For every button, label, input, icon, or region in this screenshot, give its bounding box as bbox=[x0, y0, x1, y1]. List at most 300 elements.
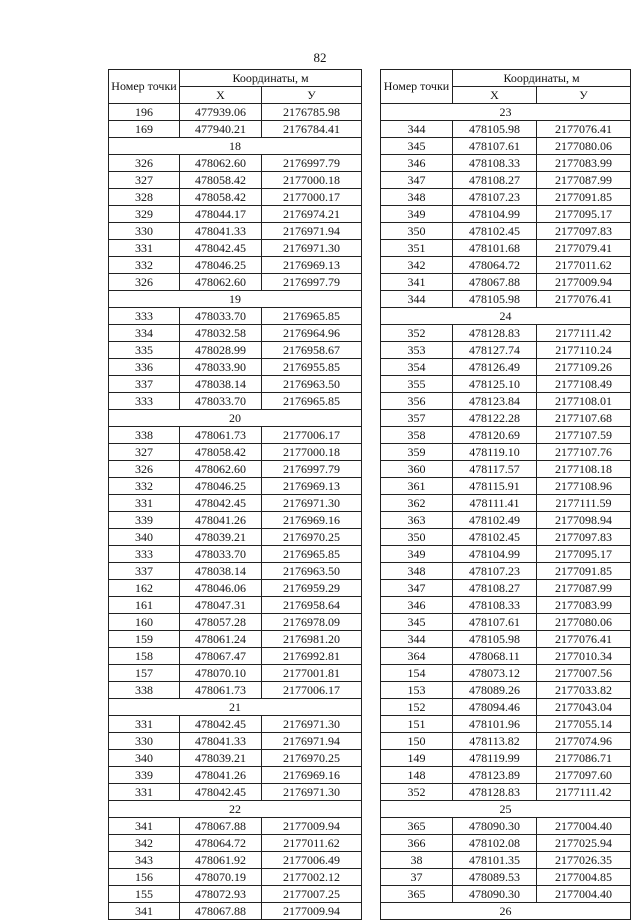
x-coordinate-cell: 478058.42 bbox=[180, 444, 262, 461]
coordinate-row bbox=[381, 733, 631, 750]
point-number-cell: 327 bbox=[109, 172, 180, 189]
point-number-cell: 157 bbox=[109, 665, 180, 682]
y-coordinate-cell: 2177108.96 bbox=[537, 478, 631, 495]
y-coordinate-cell: 2177108.18 bbox=[537, 461, 631, 478]
x-coordinate-cell: 478115.91 bbox=[453, 478, 537, 495]
x-coordinate-cell: 478064.72 bbox=[453, 257, 537, 274]
point-number-cell: 343 bbox=[109, 852, 180, 869]
y-coordinate-cell: 2177087.99 bbox=[537, 172, 631, 189]
x-coordinate-cell: 478033.70 bbox=[180, 546, 262, 563]
coordinate-row bbox=[381, 767, 631, 784]
x-coordinate-cell: 478105.98 bbox=[453, 631, 537, 648]
point-number-cell: 341 bbox=[109, 818, 180, 835]
y-coordinate-cell: 2177006.17 bbox=[262, 427, 362, 444]
x-coordinate-cell: 478042.45 bbox=[180, 495, 262, 512]
coordinate-row bbox=[381, 784, 631, 801]
point-number-cell: 348 bbox=[381, 189, 453, 206]
x-coordinate-cell: 478058.42 bbox=[180, 172, 262, 189]
polygon-group-row bbox=[381, 308, 631, 325]
coordinate-row bbox=[381, 886, 631, 903]
x-coordinate-cell: 478102.45 bbox=[453, 529, 537, 546]
y-coordinate-cell: 2177004.40 bbox=[537, 818, 631, 835]
coordinate-row bbox=[381, 325, 631, 342]
coordinate-row bbox=[109, 359, 362, 376]
x-coordinate-cell: 478042.45 bbox=[180, 240, 262, 257]
y-coordinate-cell: 2176971.94 bbox=[262, 733, 362, 750]
coordinate-row bbox=[109, 733, 362, 750]
polygon-group-row bbox=[381, 903, 631, 920]
coordinate-row bbox=[109, 852, 362, 869]
point-number-cell: 353 bbox=[381, 342, 453, 359]
x-coordinate-cell: 478070.10 bbox=[180, 665, 262, 682]
coordinate-row bbox=[109, 325, 362, 342]
coordinate-row bbox=[109, 274, 362, 291]
coordinate-row bbox=[381, 155, 631, 172]
x-coordinate-cell: 478041.26 bbox=[180, 512, 262, 529]
coordinate-row bbox=[381, 189, 631, 206]
point-number-header: Номер точки bbox=[381, 70, 453, 104]
coordinate-row bbox=[109, 767, 362, 784]
y-coordinate-cell: 2177111.42 bbox=[537, 325, 631, 342]
coordinate-row bbox=[381, 512, 631, 529]
x-coordinate-cell: 478108.27 bbox=[453, 580, 537, 597]
x-coordinate-cell: 478046.25 bbox=[180, 257, 262, 274]
y-coordinate-cell: 2177109.26 bbox=[537, 359, 631, 376]
x-coordinate-cell: 478044.17 bbox=[180, 206, 262, 223]
x-coordinate-cell: 478072.93 bbox=[180, 886, 262, 903]
y-coordinate-cell: 2176965.85 bbox=[262, 308, 362, 325]
x-coordinate-cell: 477939.06 bbox=[180, 104, 262, 121]
coordinate-row bbox=[109, 529, 362, 546]
coordinate-row bbox=[381, 376, 631, 393]
coordinate-row bbox=[109, 886, 362, 903]
coordinate-row bbox=[109, 665, 362, 682]
point-number-cell: 337 bbox=[109, 563, 180, 580]
y-coordinate-cell: 2177083.99 bbox=[537, 597, 631, 614]
x-coordinate-cell: 478057.28 bbox=[180, 614, 262, 631]
polygon-number: 23 bbox=[381, 104, 631, 121]
point-number-cell: 360 bbox=[381, 461, 453, 478]
point-number-cell: 153 bbox=[381, 682, 453, 699]
point-number-cell: 326 bbox=[109, 274, 180, 291]
y-coordinate-cell: 2177001.81 bbox=[262, 665, 362, 682]
x-coordinate-cell: 478108.33 bbox=[453, 597, 537, 614]
point-number-cell: 358 bbox=[381, 427, 453, 444]
point-number-cell: 336 bbox=[109, 359, 180, 376]
point-number-cell: 330 bbox=[109, 223, 180, 240]
coordinate-row bbox=[109, 478, 362, 495]
x-coordinate-cell: 478090.30 bbox=[453, 818, 537, 835]
x-coordinate-cell: 478038.14 bbox=[180, 563, 262, 580]
y-coordinate-cell: 2177009.94 bbox=[262, 818, 362, 835]
y-header: У bbox=[537, 87, 631, 104]
point-number-cell: 331 bbox=[109, 716, 180, 733]
header-row bbox=[381, 70, 631, 87]
x-coordinate-cell: 478123.89 bbox=[453, 767, 537, 784]
coordinate-row bbox=[381, 852, 631, 869]
table-body bbox=[381, 70, 631, 920]
x-coordinate-cell: 478123.84 bbox=[453, 393, 537, 410]
coordinate-row bbox=[109, 427, 362, 444]
polygon-group-row bbox=[109, 801, 362, 818]
coordinate-row bbox=[109, 495, 362, 512]
x-coordinate-cell: 478122.28 bbox=[453, 410, 537, 427]
coordinate-row bbox=[381, 206, 631, 223]
y-coordinate-cell: 2177097.83 bbox=[537, 529, 631, 546]
coordinate-row bbox=[381, 478, 631, 495]
point-number-cell: 149 bbox=[381, 750, 453, 767]
page-number: 82 bbox=[313, 50, 327, 65]
y-coordinate-cell: 2177098.94 bbox=[537, 512, 631, 529]
y-coordinate-cell: 2177111.59 bbox=[537, 495, 631, 512]
y-coordinate-cell: 2177007.25 bbox=[262, 886, 362, 903]
coordinate-row bbox=[381, 716, 631, 733]
coordinate-row bbox=[381, 410, 631, 427]
polygon-group-row bbox=[109, 291, 362, 308]
coordinate-row bbox=[381, 580, 631, 597]
point-number-cell: 344 bbox=[381, 291, 453, 308]
point-number-cell: 338 bbox=[109, 427, 180, 444]
coordinate-row bbox=[381, 461, 631, 478]
coordinate-row bbox=[109, 869, 362, 886]
y-coordinate-cell: 2177000.17 bbox=[262, 189, 362, 206]
point-number-cell: 335 bbox=[109, 342, 180, 359]
polygon-group-row bbox=[109, 410, 362, 427]
x-coordinate-cell: 478107.23 bbox=[453, 563, 537, 580]
point-number-cell: 148 bbox=[381, 767, 453, 784]
coordinate-row bbox=[109, 121, 362, 138]
coordinate-row bbox=[381, 393, 631, 410]
coordinate-row bbox=[381, 291, 631, 308]
y-coordinate-cell: 2176971.30 bbox=[262, 716, 362, 733]
y-coordinate-cell: 2177043.04 bbox=[537, 699, 631, 716]
point-number-cell: 342 bbox=[381, 257, 453, 274]
point-number-cell: 330 bbox=[109, 733, 180, 750]
y-coordinate-cell: 2177107.59 bbox=[537, 427, 631, 444]
point-number-cell: 365 bbox=[381, 886, 453, 903]
y-coordinate-cell: 2176965.85 bbox=[262, 393, 362, 410]
x-coordinate-cell: 478073.12 bbox=[453, 665, 537, 682]
point-number-cell: 169 bbox=[109, 121, 180, 138]
x-coordinate-cell: 478102.45 bbox=[453, 223, 537, 240]
y-coordinate-cell: 2177000.18 bbox=[262, 172, 362, 189]
y-coordinate-cell: 2177004.85 bbox=[537, 869, 631, 886]
x-coordinate-cell: 478061.73 bbox=[180, 682, 262, 699]
x-coordinate-cell: 478061.92 bbox=[180, 852, 262, 869]
x-coordinate-cell: 478090.30 bbox=[453, 886, 537, 903]
x-coordinate-cell: 478107.23 bbox=[453, 189, 537, 206]
x-coordinate-cell: 478111.41 bbox=[453, 495, 537, 512]
y-coordinate-cell: 2177079.41 bbox=[537, 240, 631, 257]
x-coordinate-cell: 478067.88 bbox=[453, 274, 537, 291]
x-coordinate-cell: 478125.10 bbox=[453, 376, 537, 393]
y-coordinate-cell: 2176959.29 bbox=[262, 580, 362, 597]
y-coordinate-cell: 2177108.01 bbox=[537, 393, 631, 410]
x-coordinate-cell: 478107.61 bbox=[453, 614, 537, 631]
x-coordinate-cell: 478046.25 bbox=[180, 478, 262, 495]
x-coordinate-cell: 478126.49 bbox=[453, 359, 537, 376]
polygon-number: 25 bbox=[381, 801, 631, 818]
x-coordinate-cell: 478067.88 bbox=[180, 818, 262, 835]
coordinate-row bbox=[109, 342, 362, 359]
x-coordinate-cell: 478046.06 bbox=[180, 580, 262, 597]
point-number-cell: 38 bbox=[381, 852, 453, 869]
coordinate-row bbox=[381, 427, 631, 444]
coordinate-row bbox=[109, 597, 362, 614]
x-coordinate-cell: 478102.49 bbox=[453, 512, 537, 529]
y-coordinate-cell: 2176963.50 bbox=[262, 563, 362, 580]
coordinate-row bbox=[109, 444, 362, 461]
x-coordinate-cell: 478127.74 bbox=[453, 342, 537, 359]
x-coordinate-cell: 478028.99 bbox=[180, 342, 262, 359]
y-coordinate-cell: 2177007.56 bbox=[537, 665, 631, 682]
point-number-header: Номер точки bbox=[109, 70, 180, 104]
point-number-cell: 365 bbox=[381, 818, 453, 835]
y-coordinate-cell: 2177108.49 bbox=[537, 376, 631, 393]
y-coordinate-cell: 2176971.94 bbox=[262, 223, 362, 240]
point-number-cell: 326 bbox=[109, 155, 180, 172]
point-number-cell: 196 bbox=[109, 104, 180, 121]
y-coordinate-cell: 2177009.94 bbox=[537, 274, 631, 291]
point-number-cell: 151 bbox=[381, 716, 453, 733]
coordinate-row bbox=[381, 444, 631, 461]
point-number-cell: 334 bbox=[109, 325, 180, 342]
x-coordinate-cell: 478113.82 bbox=[453, 733, 537, 750]
x-coordinate-cell: 478038.14 bbox=[180, 376, 262, 393]
x-coordinate-cell: 478061.73 bbox=[180, 427, 262, 444]
y-coordinate-cell: 2177095.17 bbox=[537, 206, 631, 223]
x-header: X bbox=[180, 87, 262, 104]
polygon-number: 21 bbox=[109, 699, 362, 716]
point-number-cell: 352 bbox=[381, 325, 453, 342]
polygon-group-row bbox=[109, 699, 362, 716]
x-coordinate-cell: 478089.53 bbox=[453, 869, 537, 886]
y-coordinate-cell: 2176997.79 bbox=[262, 461, 362, 478]
coordinates-header: Координаты, м bbox=[453, 70, 631, 87]
point-number-cell: 329 bbox=[109, 206, 180, 223]
x-coordinate-cell: 478102.08 bbox=[453, 835, 537, 852]
coordinate-row bbox=[381, 563, 631, 580]
y-coordinate-cell: 2177087.99 bbox=[537, 580, 631, 597]
coordinate-row bbox=[109, 546, 362, 563]
x-coordinate-cell: 478039.21 bbox=[180, 529, 262, 546]
coordinate-row bbox=[109, 631, 362, 648]
point-number-cell: 342 bbox=[109, 835, 180, 852]
x-coordinate-cell: 478120.69 bbox=[453, 427, 537, 444]
x-coordinate-cell: 478041.33 bbox=[180, 733, 262, 750]
y-coordinate-cell: 2177076.41 bbox=[537, 121, 631, 138]
x-coordinate-cell: 478061.24 bbox=[180, 631, 262, 648]
coordinate-row bbox=[109, 172, 362, 189]
coordinates-table-left bbox=[108, 69, 362, 920]
y-coordinate-cell: 2177076.41 bbox=[537, 291, 631, 308]
x-coordinate-cell: 478094.46 bbox=[453, 699, 537, 716]
y-coordinate-cell: 2176997.79 bbox=[262, 274, 362, 291]
x-coordinate-cell: 478041.26 bbox=[180, 767, 262, 784]
point-number-cell: 349 bbox=[381, 546, 453, 563]
point-number-cell: 156 bbox=[109, 869, 180, 886]
coordinate-row bbox=[109, 563, 362, 580]
y-coordinate-cell: 2177076.41 bbox=[537, 631, 631, 648]
coordinate-row bbox=[109, 155, 362, 172]
x-header: X bbox=[453, 87, 537, 104]
x-coordinate-cell: 478104.99 bbox=[453, 206, 537, 223]
y-coordinate-cell: 2176964.96 bbox=[262, 325, 362, 342]
point-number-cell: 346 bbox=[381, 155, 453, 172]
coordinate-row bbox=[381, 240, 631, 257]
y-coordinate-cell: 2176784.41 bbox=[262, 121, 362, 138]
point-number-cell: 355 bbox=[381, 376, 453, 393]
polygon-number: 20 bbox=[109, 410, 362, 427]
x-coordinate-cell: 478101.96 bbox=[453, 716, 537, 733]
point-number-cell: 339 bbox=[109, 512, 180, 529]
y-coordinate-cell: 2177091.85 bbox=[537, 563, 631, 580]
x-coordinate-cell: 478105.98 bbox=[453, 121, 537, 138]
coordinate-row bbox=[109, 257, 362, 274]
y-coordinate-cell: 2176963.50 bbox=[262, 376, 362, 393]
polygon-number: 26 bbox=[381, 903, 631, 920]
coordinate-row bbox=[381, 818, 631, 835]
coordinate-row bbox=[109, 512, 362, 529]
x-coordinate-cell: 478062.60 bbox=[180, 155, 262, 172]
y-coordinate-cell: 2177011.62 bbox=[537, 257, 631, 274]
y-coordinate-cell: 2177097.83 bbox=[537, 223, 631, 240]
y-coordinate-cell: 2177010.34 bbox=[537, 648, 631, 665]
point-number-cell: 350 bbox=[381, 223, 453, 240]
coordinate-row bbox=[381, 750, 631, 767]
point-number-cell: 339 bbox=[109, 767, 180, 784]
point-number-cell: 361 bbox=[381, 478, 453, 495]
x-coordinate-cell: 478062.60 bbox=[180, 274, 262, 291]
point-number-cell: 332 bbox=[109, 257, 180, 274]
point-number-cell: 338 bbox=[109, 682, 180, 699]
x-coordinate-cell: 478104.99 bbox=[453, 546, 537, 563]
x-coordinate-cell: 478033.70 bbox=[180, 393, 262, 410]
y-coordinate-cell: 2176969.16 bbox=[262, 767, 362, 784]
x-coordinate-cell: 478101.68 bbox=[453, 240, 537, 257]
y-coordinate-cell: 2176955.85 bbox=[262, 359, 362, 376]
coordinate-row bbox=[109, 682, 362, 699]
y-coordinate-cell: 2177011.62 bbox=[262, 835, 362, 852]
point-number-cell: 333 bbox=[109, 393, 180, 410]
y-coordinate-cell: 2177074.96 bbox=[537, 733, 631, 750]
y-coordinate-cell: 2176969.13 bbox=[262, 478, 362, 495]
coordinate-row bbox=[381, 223, 631, 240]
point-number-cell: 356 bbox=[381, 393, 453, 410]
y-coordinate-cell: 2177026.35 bbox=[537, 852, 631, 869]
y-coordinate-cell: 2176971.30 bbox=[262, 784, 362, 801]
y-coordinate-cell: 2177107.68 bbox=[537, 410, 631, 427]
y-coordinate-cell: 2177080.06 bbox=[537, 614, 631, 631]
y-coordinate-cell: 2177110.24 bbox=[537, 342, 631, 359]
coordinate-row bbox=[381, 359, 631, 376]
x-coordinate-cell: 478041.33 bbox=[180, 223, 262, 240]
polygon-group-row bbox=[381, 801, 631, 818]
y-coordinate-cell: 2177000.18 bbox=[262, 444, 362, 461]
x-coordinate-cell: 478089.26 bbox=[453, 682, 537, 699]
x-coordinate-cell: 478101.35 bbox=[453, 852, 537, 869]
y-coordinate-cell: 2177080.06 bbox=[537, 138, 631, 155]
coordinate-row bbox=[381, 614, 631, 631]
x-coordinate-cell: 478042.45 bbox=[180, 784, 262, 801]
coordinate-row bbox=[109, 818, 362, 835]
coordinate-row bbox=[381, 121, 631, 138]
point-number-cell: 155 bbox=[109, 886, 180, 903]
x-coordinate-cell: 478058.42 bbox=[180, 189, 262, 206]
table-body bbox=[109, 70, 362, 920]
coordinate-row bbox=[109, 750, 362, 767]
y-coordinate-cell: 2177004.40 bbox=[537, 886, 631, 903]
coordinates-table-right bbox=[380, 69, 631, 920]
coordinates-header: Координаты, м bbox=[180, 70, 362, 87]
point-number-cell: 337 bbox=[109, 376, 180, 393]
x-coordinate-cell: 478067.47 bbox=[180, 648, 262, 665]
point-number-cell: 327 bbox=[109, 444, 180, 461]
y-coordinate-cell: 2176974.21 bbox=[262, 206, 362, 223]
point-number-cell: 347 bbox=[381, 580, 453, 597]
y-coordinate-cell: 2177002.12 bbox=[262, 869, 362, 886]
y-coordinate-cell: 2176971.30 bbox=[262, 240, 362, 257]
x-coordinate-cell: 478117.57 bbox=[453, 461, 537, 478]
x-coordinate-cell: 478119.99 bbox=[453, 750, 537, 767]
point-number-cell: 331 bbox=[109, 784, 180, 801]
point-number-cell: 359 bbox=[381, 444, 453, 461]
point-number-cell: 333 bbox=[109, 546, 180, 563]
coordinate-row bbox=[109, 903, 362, 920]
coordinate-row bbox=[109, 189, 362, 206]
x-coordinate-cell: 478107.61 bbox=[453, 138, 537, 155]
point-number-cell: 341 bbox=[381, 274, 453, 291]
x-coordinate-cell: 477940.21 bbox=[180, 121, 262, 138]
coordinate-row bbox=[381, 597, 631, 614]
y-coordinate-cell: 2176958.67 bbox=[262, 342, 362, 359]
coordinate-row bbox=[381, 138, 631, 155]
x-coordinate-cell: 478128.83 bbox=[453, 784, 537, 801]
y-coordinate-cell: 2177095.17 bbox=[537, 546, 631, 563]
y-coordinate-cell: 2177086.71 bbox=[537, 750, 631, 767]
x-coordinate-cell: 478064.72 bbox=[180, 835, 262, 852]
coordinate-row bbox=[109, 223, 362, 240]
coordinate-row bbox=[109, 716, 362, 733]
polygon-number: 24 bbox=[381, 308, 631, 325]
point-number-cell: 331 bbox=[109, 240, 180, 257]
y-coordinate-cell: 2177055.14 bbox=[537, 716, 631, 733]
point-number-cell: 341 bbox=[109, 903, 180, 920]
coordinate-row bbox=[381, 172, 631, 189]
y-coordinate-cell: 2176965.85 bbox=[262, 546, 362, 563]
point-number-cell: 331 bbox=[109, 495, 180, 512]
coordinate-row bbox=[109, 308, 362, 325]
coordinate-row bbox=[109, 104, 362, 121]
x-coordinate-cell: 478033.70 bbox=[180, 308, 262, 325]
x-coordinate-cell: 478032.58 bbox=[180, 325, 262, 342]
point-number-cell: 154 bbox=[381, 665, 453, 682]
x-coordinate-cell: 478108.33 bbox=[453, 155, 537, 172]
point-number-cell: 350 bbox=[381, 529, 453, 546]
y-coordinate-cell: 2176997.79 bbox=[262, 155, 362, 172]
coordinate-row bbox=[381, 631, 631, 648]
coordinate-row bbox=[381, 342, 631, 359]
coordinate-row bbox=[381, 699, 631, 716]
point-number-cell: 150 bbox=[381, 733, 453, 750]
polygon-group-row bbox=[381, 104, 631, 121]
y-coordinate-cell: 2177097.60 bbox=[537, 767, 631, 784]
y-coordinate-cell: 2176969.16 bbox=[262, 512, 362, 529]
x-coordinate-cell: 478070.19 bbox=[180, 869, 262, 886]
y-coordinate-cell: 2176785.98 bbox=[262, 104, 362, 121]
coordinate-row bbox=[109, 784, 362, 801]
x-coordinate-cell: 478067.88 bbox=[180, 903, 262, 920]
